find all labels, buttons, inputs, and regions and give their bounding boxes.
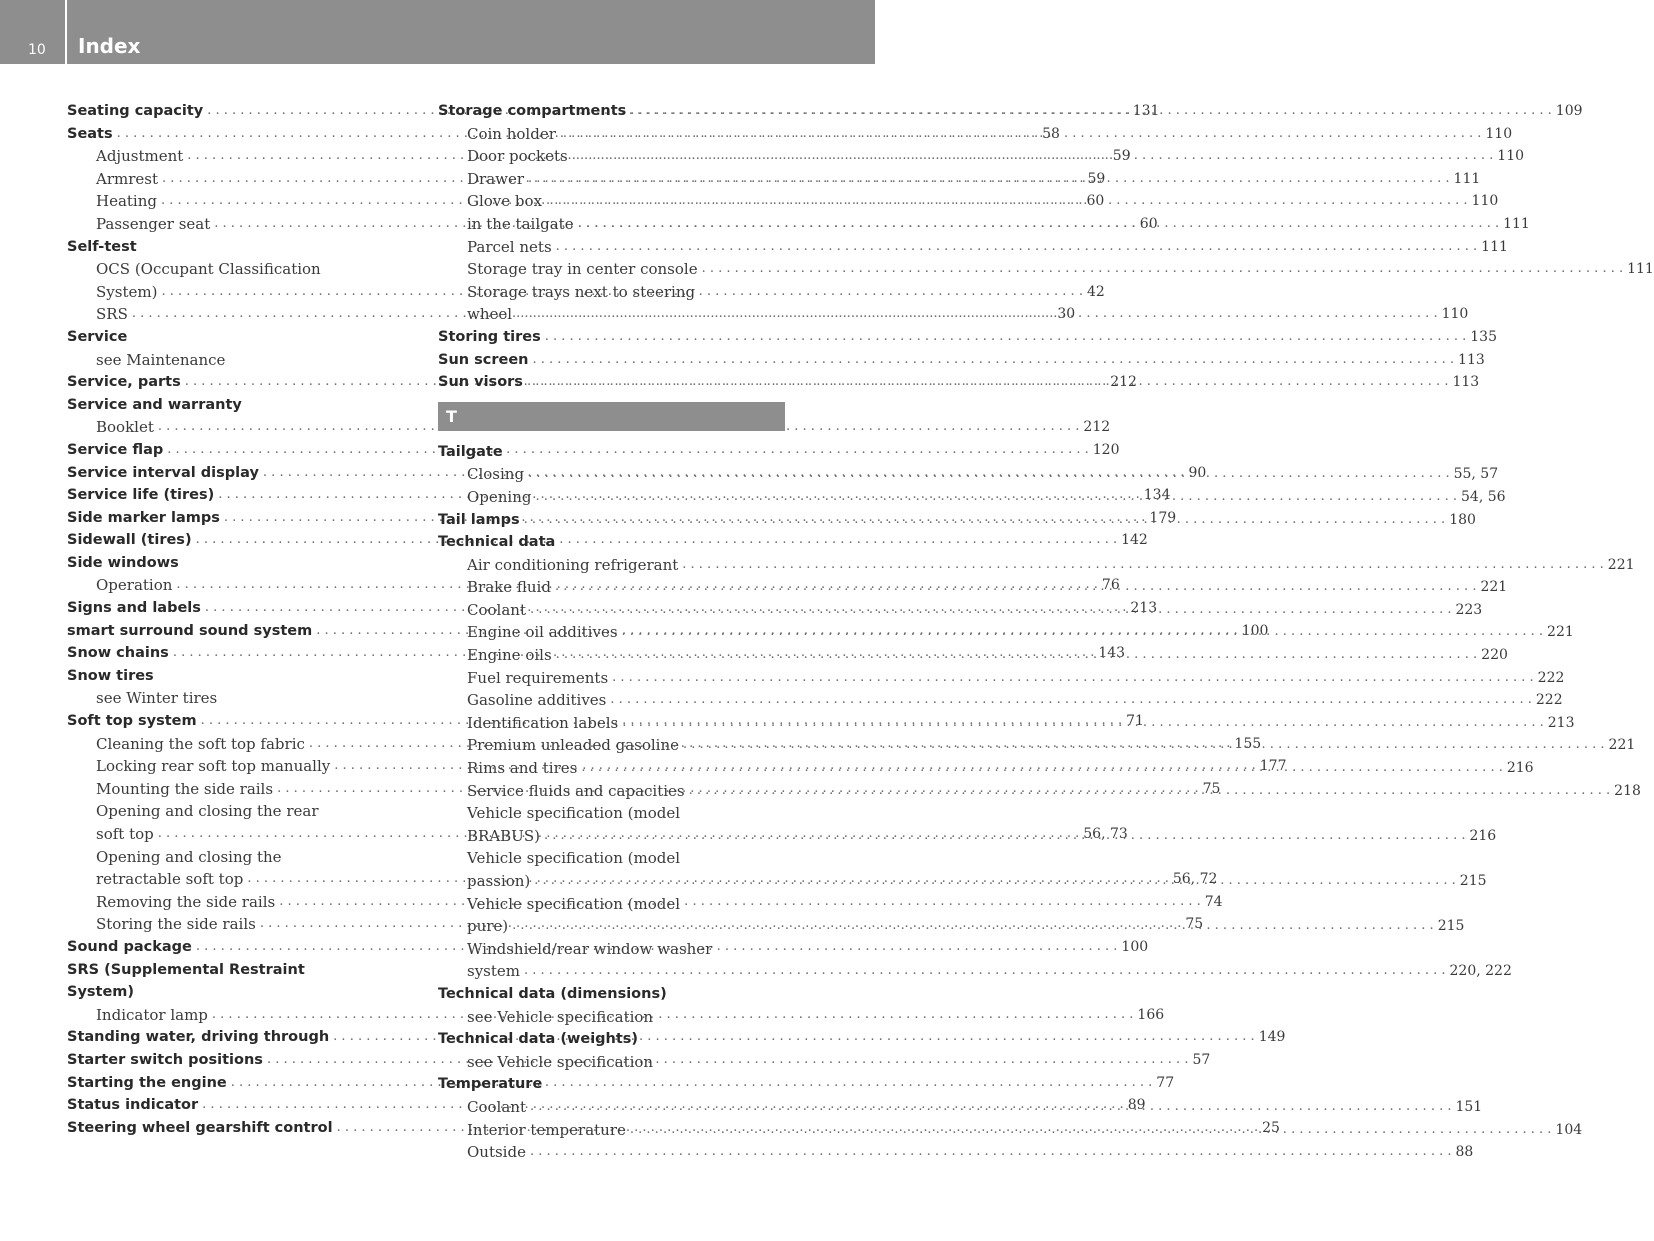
entry-text: Outside bbox=[467, 1143, 526, 1162]
index-subentry bbox=[438, 258, 1654, 281]
entry-text: Technical data (weights) bbox=[438, 1031, 639, 1048]
page-reference: 221 bbox=[1608, 737, 1636, 754]
page-reference: 177 bbox=[1259, 758, 1287, 775]
leader-dots bbox=[622, 621, 1544, 644]
entry-text: Sun visors bbox=[438, 374, 523, 391]
entry-text: Operation bbox=[96, 576, 173, 595]
index-subentry bbox=[438, 667, 1565, 690]
leader-dots bbox=[556, 644, 1478, 667]
section-letter-bar: T bbox=[438, 402, 785, 431]
entry-text: retractable soft top bbox=[96, 870, 244, 889]
entry-text: BRABUS) bbox=[467, 826, 540, 845]
entry-text: System) bbox=[67, 984, 135, 1001]
index-subentry bbox=[67, 687, 415, 710]
entry-text: Technical data bbox=[438, 534, 556, 551]
page-reference: 213 bbox=[1547, 714, 1575, 731]
page-reference: 111 bbox=[1453, 170, 1481, 187]
entry-text: Sidewall (tires) bbox=[67, 532, 192, 549]
entry-text: Tailgate bbox=[438, 443, 503, 460]
page-number: 10 bbox=[28, 42, 46, 58]
entry-text: Glove box bbox=[467, 192, 543, 211]
page-reference: 113 bbox=[1458, 351, 1485, 368]
leader-dots bbox=[530, 1141, 1452, 1164]
leader-dots bbox=[534, 870, 1456, 893]
leader-dots bbox=[544, 825, 1466, 848]
page-reference: 75 bbox=[1185, 916, 1204, 933]
entry-text: Snow tires bbox=[67, 667, 154, 684]
page-reference: 113 bbox=[1452, 374, 1480, 391]
page-reference: 30 bbox=[1057, 306, 1076, 323]
page-reference: 221 bbox=[1607, 556, 1635, 573]
page-reference: 25 bbox=[1262, 1119, 1280, 1136]
entry-text: Service fluids and capacities bbox=[467, 781, 685, 800]
page-reference: 59 bbox=[1112, 148, 1131, 165]
entry-text: Coin holder bbox=[467, 124, 556, 143]
page-reference: 220, 222 bbox=[1449, 963, 1512, 980]
entry-text: Removing the side rails bbox=[96, 892, 276, 911]
index-subentry bbox=[438, 1141, 1474, 1164]
entry-text: Opening and closing the bbox=[96, 847, 282, 866]
index-entry bbox=[438, 983, 785, 1006]
header-divider bbox=[65, 0, 67, 64]
page-reference: 212 bbox=[1083, 419, 1111, 436]
leader-dots bbox=[689, 780, 1611, 803]
page-reference: 221 bbox=[1547, 624, 1574, 641]
entry-text: see Winter tires bbox=[96, 689, 218, 708]
index-subentry bbox=[67, 416, 1111, 439]
leader-dots bbox=[556, 236, 1478, 259]
page-title: Index bbox=[78, 34, 141, 58]
entry-text: Service, parts bbox=[67, 374, 181, 391]
index-entry bbox=[438, 531, 785, 554]
leader-dots bbox=[524, 509, 1446, 532]
page-reference: 56, 73 bbox=[1083, 826, 1128, 842]
page-reference: 218 bbox=[1614, 782, 1641, 799]
entry-text: Adjustment bbox=[96, 147, 184, 166]
page-reference: 111 bbox=[1627, 261, 1654, 278]
page-reference: 151 bbox=[1455, 1098, 1483, 1115]
page-reference: 104 bbox=[1555, 1121, 1583, 1138]
entry-text: Air conditioning refrigerant bbox=[467, 555, 679, 574]
entry-text: Armrest bbox=[96, 169, 158, 188]
page-reference: 76 bbox=[1101, 577, 1120, 594]
index-subentry bbox=[67, 800, 415, 823]
page-reference: 216 bbox=[1506, 760, 1534, 777]
entry-text: Storage compartments bbox=[438, 103, 627, 119]
index-subentry bbox=[438, 802, 785, 825]
leader-dots bbox=[683, 734, 1605, 757]
entry-text: in the tailgate bbox=[467, 214, 574, 233]
page-reference: 110 bbox=[1485, 125, 1513, 142]
page-reference: 135 bbox=[1470, 328, 1497, 345]
page-reference: 42 bbox=[1086, 283, 1105, 300]
entry-text: Status indicator bbox=[67, 1097, 199, 1114]
index-entry bbox=[67, 665, 415, 688]
page-reference: 220 bbox=[1481, 647, 1508, 664]
entry-text: Opening and closing the rear bbox=[96, 802, 319, 821]
page-reference: 222 bbox=[1537, 669, 1565, 686]
leader-dots bbox=[536, 486, 1458, 509]
page-reference: 74 bbox=[1204, 893, 1223, 910]
entry-text: SRS bbox=[96, 305, 128, 324]
entry-text: Vehicle specification (model bbox=[467, 849, 681, 868]
entry-text: Soft top system bbox=[67, 713, 197, 730]
index-subentry bbox=[67, 258, 415, 281]
page-reference: 215 bbox=[1459, 873, 1487, 889]
entry-text: SRS (Supplemental Restraint bbox=[67, 961, 305, 978]
entry-text: Service and warranty bbox=[67, 396, 242, 413]
page-reference: 58 bbox=[1042, 125, 1060, 142]
index-subentry bbox=[438, 893, 785, 916]
index-subentry bbox=[438, 281, 785, 304]
page-reference: 90 bbox=[1188, 464, 1207, 481]
leader-dots bbox=[527, 371, 1449, 394]
entry-text: Starter switch positions bbox=[67, 1051, 263, 1068]
entry-text: Side windows bbox=[67, 554, 179, 571]
index-entry bbox=[67, 236, 415, 259]
page-reference: 142 bbox=[1121, 532, 1148, 549]
entry-text: Vehicle specification (model bbox=[467, 894, 681, 913]
entry-text: Locking rear soft top manually bbox=[96, 757, 331, 776]
page-reference: 55, 57 bbox=[1453, 466, 1499, 483]
page-reference: 59 bbox=[1087, 170, 1106, 187]
page-reference: 215 bbox=[1437, 918, 1465, 935]
leader-dots bbox=[612, 667, 1534, 690]
page-reference: 111 bbox=[1481, 238, 1508, 255]
leader-dots bbox=[528, 168, 1450, 191]
page-reference: 149 bbox=[1258, 1029, 1286, 1046]
leader-dots bbox=[528, 463, 1450, 486]
page-reference: 56, 72 bbox=[1172, 871, 1218, 888]
entry-text: Heating bbox=[96, 192, 157, 211]
entry-text: Side marker lamps bbox=[67, 509, 220, 526]
entry-text: pure) bbox=[467, 917, 509, 936]
entry-text: Coolant bbox=[467, 600, 526, 619]
leader-dots bbox=[572, 145, 1494, 168]
entry-text: Vehicle specification (model bbox=[467, 804, 681, 823]
page-reference: 110 bbox=[1471, 193, 1499, 210]
index-subentry bbox=[438, 847, 785, 870]
entry-text: OCS (Occupant Classification bbox=[96, 260, 321, 279]
entry-text: Opening bbox=[467, 487, 532, 506]
entry-text: Booklet bbox=[96, 418, 154, 437]
page-reference: 134 bbox=[1143, 487, 1171, 504]
index-entry bbox=[67, 394, 415, 417]
entry-text: Coolant bbox=[467, 1097, 526, 1116]
leader-dots bbox=[533, 349, 1455, 372]
page-reference: 89 bbox=[1127, 1097, 1146, 1114]
page-reference: 71 bbox=[1126, 713, 1144, 730]
entry-text: wheel bbox=[467, 305, 513, 324]
page-reference: 110 bbox=[1441, 306, 1469, 323]
entry-text: Service life (tires) bbox=[67, 487, 215, 504]
index-entry bbox=[67, 959, 415, 982]
leader-dots bbox=[524, 960, 1446, 983]
page-reference: 110 bbox=[1497, 148, 1525, 165]
entry-text: Fuel requirements bbox=[467, 668, 609, 687]
entry-text: Storing tires bbox=[438, 328, 541, 345]
page-reference: 120 bbox=[1092, 441, 1120, 458]
page-reference: 75 bbox=[1202, 780, 1221, 797]
entry-text: Engine oils bbox=[467, 646, 552, 665]
page-reference: 179 bbox=[1149, 509, 1177, 526]
entry-text: Seats bbox=[67, 125, 113, 142]
page-reference: 216 bbox=[1469, 827, 1497, 844]
page-reference: 60 bbox=[1139, 215, 1158, 232]
entry-text: Tail lamps bbox=[438, 511, 520, 528]
entry-text: Passenger seat bbox=[96, 214, 211, 233]
entry-text: Storage tray in center console bbox=[467, 260, 698, 279]
leader-dots bbox=[702, 258, 1624, 281]
page-reference: 109 bbox=[1555, 103, 1583, 119]
page-reference: 77 bbox=[1156, 1074, 1175, 1091]
entry-text: Temperature bbox=[438, 1076, 543, 1093]
entry-text: smart surround sound system bbox=[67, 622, 313, 639]
index-entry bbox=[438, 349, 1485, 372]
entry-text: Starting the engine bbox=[67, 1074, 227, 1091]
entry-text: Service bbox=[67, 328, 128, 345]
leader-dots bbox=[560, 123, 1482, 146]
entry-text: Door pockets bbox=[467, 147, 568, 166]
leader-dots bbox=[530, 1096, 1452, 1119]
page-reference: 111 bbox=[1503, 215, 1530, 232]
entry-text: see Vehicle specification bbox=[467, 1052, 654, 1071]
entry-text: Sound package bbox=[67, 938, 192, 955]
leader-dots bbox=[682, 554, 1604, 577]
page-reference: 166 bbox=[1137, 1006, 1165, 1023]
entry-text: Brake fluid bbox=[467, 578, 551, 597]
entry-text: Identification labels bbox=[467, 713, 619, 732]
leader-dots bbox=[545, 326, 1467, 349]
page-reference: 100 bbox=[1121, 938, 1149, 955]
entry-text: passion) bbox=[467, 872, 531, 890]
leader-dots bbox=[610, 689, 1532, 712]
index-subentry bbox=[438, 938, 785, 961]
entry-text: Service interval display bbox=[67, 464, 259, 481]
index-entry bbox=[438, 1073, 785, 1096]
entry-text: Storing the side rails bbox=[96, 915, 256, 934]
leader-dots bbox=[512, 915, 1434, 938]
page-reference: 57 bbox=[1192, 1051, 1211, 1068]
leader-dots bbox=[630, 1119, 1552, 1142]
index-entry bbox=[67, 552, 415, 575]
index-subentry bbox=[67, 846, 415, 869]
index-subentry bbox=[438, 554, 1635, 577]
entry-text: Service flap bbox=[67, 441, 164, 458]
entry-text: Indicator lamp bbox=[96, 1005, 208, 1024]
leader-dots bbox=[630, 100, 1552, 123]
entry-text: see Vehicle specification bbox=[467, 1007, 654, 1026]
entry-text: Snow chains bbox=[67, 645, 169, 662]
entry-text: Gasoline additives bbox=[467, 691, 607, 710]
entry-text: Premium unleaded gasoline bbox=[467, 736, 680, 755]
index-subentry bbox=[438, 689, 1563, 712]
entry-text: Seating capacity bbox=[67, 103, 204, 119]
leader-dots bbox=[530, 599, 1452, 622]
entry-text: Standing water, driving through bbox=[67, 1029, 330, 1046]
entry-text: Rims and tires bbox=[467, 759, 578, 778]
leader-dots bbox=[622, 712, 1544, 735]
entry-text: soft top bbox=[96, 825, 154, 843]
leader-dots bbox=[516, 303, 1438, 326]
leader-dots bbox=[555, 576, 1477, 599]
entry-text: Parcel nets bbox=[467, 237, 552, 256]
leader-dots bbox=[581, 757, 1503, 780]
entry-text: Steering wheel gearshift control bbox=[67, 1119, 333, 1136]
entry-text: Engine oil additives bbox=[467, 623, 618, 642]
index-entry bbox=[438, 441, 785, 464]
index-subentry bbox=[438, 960, 1512, 983]
entry-text: Technical data (dimensions) bbox=[438, 985, 667, 1002]
page-reference: 213 bbox=[1130, 600, 1158, 617]
entry-text: Interior temperature bbox=[467, 1120, 626, 1139]
page-reference: 60 bbox=[1086, 193, 1105, 210]
page-reference: 100 bbox=[1241, 622, 1269, 639]
page-reference: 143 bbox=[1098, 645, 1126, 662]
page-reference: 223 bbox=[1455, 601, 1483, 618]
index-entry bbox=[438, 1028, 785, 1051]
page-reference: 180 bbox=[1449, 511, 1476, 528]
page-header bbox=[0, 0, 875, 64]
entry-text: system bbox=[467, 962, 520, 981]
page-reference: 222 bbox=[1535, 692, 1563, 709]
page-reference: 155 bbox=[1234, 735, 1262, 752]
entry-text: Closing bbox=[467, 465, 525, 484]
entry-text: Storage trays next to steering bbox=[467, 282, 696, 301]
entry-text: see Maintenance bbox=[96, 350, 226, 369]
page-reference: 212 bbox=[1110, 374, 1137, 391]
page-reference: 221 bbox=[1480, 579, 1508, 596]
entry-text: System) bbox=[96, 282, 158, 301]
index-entry bbox=[67, 981, 415, 1004]
index-entry bbox=[67, 326, 415, 349]
index-subentry bbox=[438, 1006, 785, 1029]
page-reference: 131 bbox=[1132, 103, 1160, 119]
entry-text: Drawer bbox=[467, 169, 525, 188]
entry-text: Signs and labels bbox=[67, 600, 201, 617]
page-reference: 88 bbox=[1455, 1144, 1474, 1161]
index-entry bbox=[438, 326, 1497, 349]
entry-text: Mounting the side rails bbox=[96, 779, 274, 798]
leader-dots bbox=[546, 190, 1468, 213]
entry-text: Self-test bbox=[67, 238, 137, 255]
index-subentry bbox=[438, 236, 1508, 259]
leader-dots bbox=[578, 213, 1500, 236]
entry-text: Cleaning the soft top fabric bbox=[96, 734, 305, 753]
entry-text: Sun screen bbox=[438, 351, 529, 368]
index-subentry bbox=[67, 349, 415, 372]
index-subentry bbox=[438, 1051, 785, 1074]
page-reference: 54, 56 bbox=[1461, 488, 1506, 505]
entry-text: Windshield/rear window washer bbox=[467, 939, 713, 958]
